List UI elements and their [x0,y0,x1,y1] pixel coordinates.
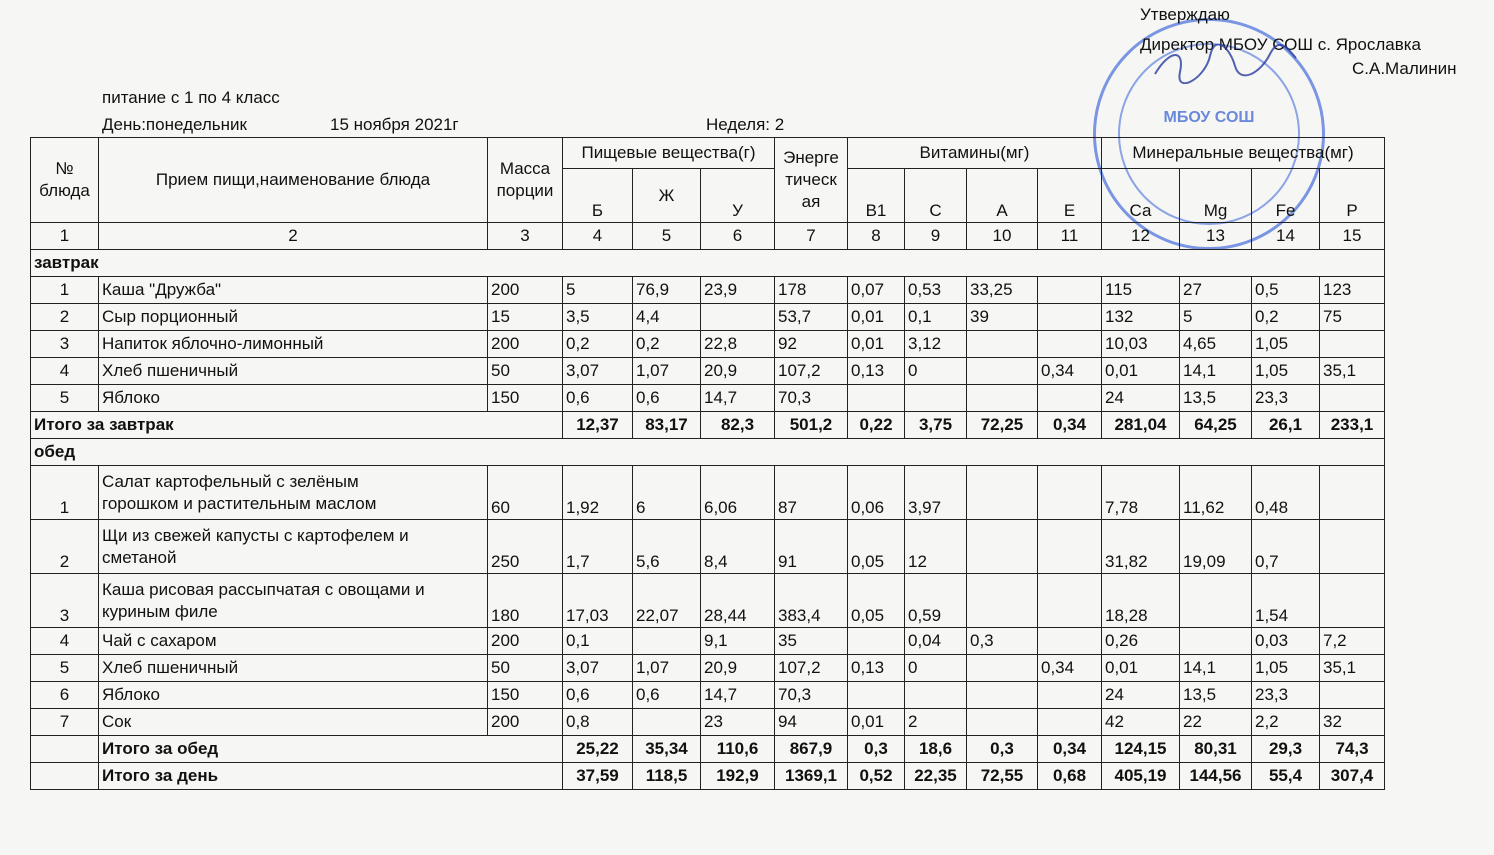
column-number: 1 [31,223,99,250]
table-cell: 123 [1320,277,1385,304]
dish-name [99,574,488,628]
total-cell: 72,55 [967,763,1038,790]
total-cell: 80,31 [1180,736,1252,763]
total-cell: 118,5 [633,763,701,790]
table-cell [905,385,967,412]
table-cell: 0,34 [1038,358,1102,385]
table-cell: 0,53 [905,277,967,304]
table-cell: 6 [633,466,701,520]
table-cell: 107,2 [775,655,848,682]
total-cell: 0,22 [848,412,905,439]
approval-name: С.А.Малинин [1352,59,1457,78]
total-cell: 0,68 [1038,763,1102,790]
table-cell: 32 [1320,709,1385,736]
table-cell [1038,385,1102,412]
table-cell: 70,3 [775,385,848,412]
approval-position: Директор МБОУ СОШ с. Ярославка [1140,35,1422,54]
day-total-row [31,763,1385,790]
table-cell: 13,5 [1180,682,1252,709]
header-dish-number: № блюда [31,138,99,223]
table-cell: 20,9 [701,655,775,682]
column-number: 7 [775,223,848,250]
dish-name: Каша "Дружба" [99,277,488,304]
table-cell: 1,54 [1252,574,1320,628]
dish-name: Чай с сахаром [99,628,488,655]
column-number: 10 [967,223,1038,250]
dish-name-line: Щи из свежей капусты с картофелем и [102,525,409,545]
section-breakfast-row [31,250,1385,277]
table-cell: 4,4 [633,304,701,331]
total-cell: 1369,1 [775,763,848,790]
table-cell: 115 [1102,277,1180,304]
column-number: 12 [1102,223,1180,250]
table-cell: 0,2 [1252,304,1320,331]
table-cell: 70,3 [775,682,848,709]
table-cell: 3,07 [563,358,633,385]
table-cell: 19,09 [1180,520,1252,574]
table-cell: 76,9 [633,277,701,304]
dish-name-line: сметаной [102,547,177,567]
total-cell: 501,2 [775,412,848,439]
dish-number: 5 [31,655,99,682]
total-cell: 18,6 [905,736,967,763]
table-row [31,331,1385,358]
table-cell: 0,2 [633,331,701,358]
header-b1: В1 [848,169,905,223]
table-cell [1180,574,1252,628]
stamp-text: МБОУ СОШ [1163,109,1255,126]
total-cell: 72,25 [967,412,1038,439]
header-energy [775,138,848,223]
table-cell: 5,6 [633,520,701,574]
column-number: 8 [848,223,905,250]
table-cell: 2,2 [1252,709,1320,736]
header-protein: Б [563,169,633,223]
menu-table [30,137,1385,790]
table-cell [905,682,967,709]
dish-name-line: куриным филе [102,601,218,621]
dish-name: Хлеб пшеничный [99,655,488,682]
breakfast-total-row [31,412,1385,439]
dish-name: Хлеб пшеничный [99,358,488,385]
table-cell: 1,7 [563,520,633,574]
day-label: День:понедельник [102,115,247,134]
table-cell: 6,06 [701,466,775,520]
breakfast-total-row-label: Итого за завтрак [31,412,563,439]
table-cell: 9,1 [701,628,775,655]
total-cell: 233,1 [1320,412,1385,439]
dish-number: 5 [31,385,99,412]
table-cell: 0,3 [967,628,1038,655]
table-cell: 0,8 [563,709,633,736]
total-cell: 64,25 [1180,412,1252,439]
column-number: 9 [905,223,967,250]
total-cell: 0,3 [848,736,905,763]
signature-image [1150,44,1300,84]
table-cell: 4,65 [1180,331,1252,358]
column-number: 13 [1180,223,1252,250]
table-cell: 23,3 [1252,385,1320,412]
table-row [31,655,1385,682]
section-breakfast-label: завтрак [31,250,1385,277]
total-cell: 0,52 [848,763,905,790]
class-range: питание с 1 по 4 класс [102,88,280,107]
table-cell: 0,48 [1252,466,1320,520]
table-cell: 22,07 [633,574,701,628]
lunch-total-row-label: Итого за обед [99,736,563,763]
table-cell: 3,5 [563,304,633,331]
dish-number: 4 [31,358,99,385]
table-cell: 20,9 [701,358,775,385]
dish-number: 1 [31,466,99,520]
table-cell [967,574,1038,628]
table-cell: 5 [563,277,633,304]
table-cell: 0,13 [848,358,905,385]
table-cell: 1,92 [563,466,633,520]
dish-name-line: Каша рисовая рассыпчатая с овощами и [102,579,425,599]
lunch-total-row [31,736,1385,763]
dish-number: 2 [31,520,99,574]
table-cell: 42 [1102,709,1180,736]
header-carbs: У [701,169,775,223]
table-cell [1038,304,1102,331]
table-cell: 11,62 [1180,466,1252,520]
table-cell: 0,6 [563,682,633,709]
table-cell: 24 [1102,385,1180,412]
table-cell: 0,05 [848,520,905,574]
table-cell: 1,07 [633,358,701,385]
column-number: 4 [563,223,633,250]
table-cell: 200 [488,331,563,358]
column-number: 6 [701,223,775,250]
table-cell [1320,331,1385,358]
table-cell [1038,628,1102,655]
table-cell [1320,385,1385,412]
total-cell: 867,9 [775,736,848,763]
column-number: 14 [1252,223,1320,250]
header-ca: Са [1102,169,1180,223]
header-c: С [905,169,967,223]
total-cell: 55,4 [1252,763,1320,790]
table-cell: 200 [488,277,563,304]
table-cell: 0,7 [1252,520,1320,574]
table-cell: 13,5 [1180,385,1252,412]
table-cell [31,736,99,763]
header-vitamins: Витамины(мг) [848,138,1102,169]
table-cell: 150 [488,682,563,709]
table-cell: 7,2 [1320,628,1385,655]
section-lunch-label: обед [31,439,1385,466]
total-cell: 110,6 [701,736,775,763]
table-cell [1038,682,1102,709]
dish-name-line: горошком и растительным маслом [102,493,377,513]
table-cell [967,709,1038,736]
total-cell: 0,34 [1038,736,1102,763]
table-cell: 0,01 [848,331,905,358]
table-cell: 0,1 [905,304,967,331]
table-cell: 0,6 [633,682,701,709]
total-cell: 307,4 [1320,763,1385,790]
table-cell [1038,466,1102,520]
table-cell [967,682,1038,709]
dish-number: 6 [31,682,99,709]
header-nutrients: Пищевые вещества(г) [563,138,775,169]
dish-number: 4 [31,628,99,655]
table-cell: 200 [488,709,563,736]
table-cell: 5 [1180,304,1252,331]
table-cell [1038,331,1102,358]
total-cell: 3,75 [905,412,967,439]
section-lunch-row [31,439,1385,466]
table-cell: 3,07 [563,655,633,682]
table-cell [967,466,1038,520]
table-cell: 31,82 [1102,520,1180,574]
table-row [31,277,1385,304]
table-cell: 27 [1180,277,1252,304]
table-row [31,358,1385,385]
table-cell: 0,5 [1252,277,1320,304]
table-cell: 14,1 [1180,655,1252,682]
dish-name: Яблоко [99,682,488,709]
total-cell: 37,59 [563,763,633,790]
menu-info-line [102,115,785,135]
table-row [31,709,1385,736]
table-cell: 17,03 [563,574,633,628]
dish-number: 3 [31,574,99,628]
table-cell: 0,2 [563,331,633,358]
table-cell: 200 [488,628,563,655]
total-cell: 0,3 [967,736,1038,763]
table-cell: 33,25 [967,277,1038,304]
table-cell [1320,682,1385,709]
total-cell: 82,3 [701,412,775,439]
approval-title: Утверждаю [1140,5,1230,24]
table-row [31,385,1385,412]
table-cell: 75 [1320,304,1385,331]
table-row [31,466,1385,520]
header-energy-part-1: Энерге [783,148,839,167]
table-cell: 0 [905,655,967,682]
table-cell [31,763,99,790]
table-cell: 18,28 [1102,574,1180,628]
table-cell: 1,05 [1252,358,1320,385]
table-cell [1180,628,1252,655]
table-cell [967,331,1038,358]
header-dish-name: Прием пищи,наименование блюда [99,138,488,223]
table-row [31,574,1385,628]
column-number: 3 [488,223,563,250]
menu-date: 15 ноября 2021г [330,115,459,134]
table-cell: 50 [488,358,563,385]
table-cell: 3,12 [905,331,967,358]
table-cell [633,628,701,655]
table-cell: 12 [905,520,967,574]
table-cell: 10,03 [1102,331,1180,358]
table-cell: 1,05 [1252,655,1320,682]
header-fe: Fe [1252,169,1320,223]
table-cell: 3,97 [905,466,967,520]
table-cell [967,655,1038,682]
table-cell: 0,1 [563,628,633,655]
dish-name: Напиток яблочно-лимонный [99,331,488,358]
table-cell: 92 [775,331,848,358]
table-cell: 22,8 [701,331,775,358]
table-cell [967,520,1038,574]
table-cell: 0,06 [848,466,905,520]
table-cell: 28,44 [701,574,775,628]
column-number: 15 [1320,223,1385,250]
dish-number: 7 [31,709,99,736]
table-cell: 0,01 [1102,358,1180,385]
table-cell: 0,01 [848,304,905,331]
week-label: Неделя: 2 [706,115,785,134]
table-cell: 0,03 [1252,628,1320,655]
table-cell: 53,7 [775,304,848,331]
day-total-row-label: Итого за день [99,763,563,790]
total-cell: 29,3 [1252,736,1320,763]
dish-number: 2 [31,304,99,331]
total-cell: 74,3 [1320,736,1385,763]
table-cell: 7,78 [1102,466,1180,520]
table-cell: 107,2 [775,358,848,385]
table-cell [967,385,1038,412]
total-cell: 25,22 [563,736,633,763]
table-cell [1320,520,1385,574]
table-cell: 14,7 [701,682,775,709]
header-fat: Ж [633,169,701,223]
header-p: Р [1320,169,1385,223]
total-cell: 35,34 [633,736,701,763]
table-cell: 178 [775,277,848,304]
column-number: 2 [99,223,488,250]
table-cell: 2 [905,709,967,736]
table-cell [967,358,1038,385]
table-cell: 0,04 [905,628,967,655]
table-cell: 383,4 [775,574,848,628]
table-cell: 1,05 [1252,331,1320,358]
column-number: 11 [1038,223,1102,250]
table-cell: 39 [967,304,1038,331]
header-minerals: Минеральные вещества(мг) [1102,138,1385,169]
table-cell [848,628,905,655]
total-cell: 281,04 [1102,412,1180,439]
table-cell: 15 [488,304,563,331]
table-cell [848,385,905,412]
table-cell: 94 [775,709,848,736]
table-cell [1038,574,1102,628]
table-cell: 0,01 [848,709,905,736]
table-cell: 250 [488,520,563,574]
table-cell: 22 [1180,709,1252,736]
column-number-row [31,223,1385,250]
dish-name-line: Салат картофельный с зелёным [102,471,359,491]
table-cell: 87 [775,466,848,520]
dish-number: 1 [31,277,99,304]
table-cell: 0,13 [848,655,905,682]
dish-name [99,466,488,520]
table-cell: 0,05 [848,574,905,628]
header-e: Е [1038,169,1102,223]
table-cell: 35,1 [1320,358,1385,385]
table-cell: 91 [775,520,848,574]
table-cell: 14,7 [701,385,775,412]
table-cell: 0,6 [563,385,633,412]
table-cell [848,682,905,709]
table-cell [1038,520,1102,574]
header-energy-part-3: ая [801,192,821,211]
total-cell: 192,9 [701,763,775,790]
total-cell: 124,15 [1102,736,1180,763]
table-cell: 35,1 [1320,655,1385,682]
table-cell: 23 [701,709,775,736]
table-cell [1038,709,1102,736]
table-cell: 23,3 [1252,682,1320,709]
total-cell: 26,1 [1252,412,1320,439]
header-a: А [967,169,1038,223]
table-cell [1320,574,1385,628]
table-cell: 23,9 [701,277,775,304]
column-number: 5 [633,223,701,250]
table-header [31,138,1385,250]
table-cell: 14,1 [1180,358,1252,385]
table-row [31,628,1385,655]
dish-name: Сыр порционный [99,304,488,331]
table-cell [633,709,701,736]
dish-name: Яблоко [99,385,488,412]
table-cell: 60 [488,466,563,520]
table-cell: 50 [488,655,563,682]
table-row [31,304,1385,331]
table-cell: 180 [488,574,563,628]
total-cell: 144,56 [1180,763,1252,790]
header-mg: Mg [1180,169,1252,223]
table-cell [1038,277,1102,304]
table-cell: 0,6 [633,385,701,412]
table-cell: 35 [775,628,848,655]
dish-number: 3 [31,331,99,358]
table-cell: 1,07 [633,655,701,682]
table-row [31,520,1385,574]
table-cell: 0 [905,358,967,385]
table-cell: 0,59 [905,574,967,628]
header-mass: Масса порции [488,138,563,223]
total-cell: 0,34 [1038,412,1102,439]
table-row [31,682,1385,709]
table-cell: 132 [1102,304,1180,331]
table-cell: 0,01 [1102,655,1180,682]
table-cell: 150 [488,385,563,412]
table-cell: 0,07 [848,277,905,304]
table-cell [701,304,775,331]
table-cell [1320,466,1385,520]
dish-name: Сок [99,709,488,736]
total-cell: 83,17 [633,412,701,439]
header-energy-part-2: тическ [785,170,837,189]
total-cell: 12,37 [563,412,633,439]
table-cell: 24 [1102,682,1180,709]
total-cell: 405,19 [1102,763,1180,790]
dish-name [99,520,488,574]
table-cell: 0,34 [1038,655,1102,682]
table-cell: 0,26 [1102,628,1180,655]
table-body [31,250,1385,790]
table-cell: 8,4 [701,520,775,574]
total-cell: 22,35 [905,763,967,790]
